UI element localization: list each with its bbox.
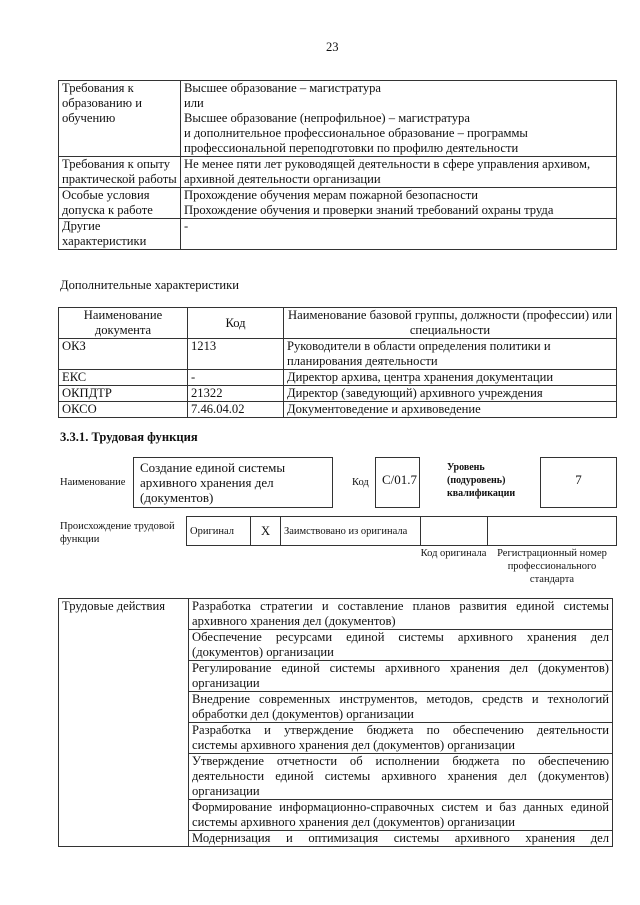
level-value: 7: [540, 457, 617, 508]
action-item: [189, 723, 613, 754]
origin-original: Оригинал: [187, 517, 251, 546]
page-number: 23: [326, 40, 339, 54]
header-doc: Наименование документа: [59, 308, 188, 339]
caption-code: Код оригинала: [420, 548, 487, 559]
doc-title: Директор (заведующий) архивного учреждения: [284, 386, 617, 402]
action-line: системы архивного хранения дел (документов) организации: [192, 738, 515, 752]
actions-table: [58, 598, 613, 847]
requirement-row: [59, 157, 617, 188]
code-label: Код: [352, 477, 369, 488]
action-row: [59, 599, 613, 630]
original-code-cell: [421, 517, 488, 546]
level-label: Уровень (подуровень) квалификации: [447, 462, 516, 499]
actions-label: Трудовые действия: [59, 599, 189, 847]
requirement-line: и дополнительное профессиональное образование – программы: [184, 126, 528, 140]
action-line: Утверждение отчетности об исполнении бюджета по обеспечению: [192, 754, 609, 768]
action-line: архивного хранения дел (документов): [192, 614, 396, 628]
requirement-line: -: [184, 219, 189, 233]
origin-table: [186, 516, 617, 546]
requirement-line: профессиональной переподготовки по профилю деятельности: [184, 141, 519, 155]
requirement-row: [59, 81, 617, 157]
function-heading: 3.3.1. Трудовая функция: [60, 430, 198, 444]
requirement-row: [59, 219, 617, 250]
section-title: Дополнительные характеристики: [60, 278, 239, 292]
action-item: [189, 661, 613, 692]
doc-name: ОКСО: [59, 402, 188, 418]
action-item: [189, 831, 613, 847]
requirement-line: Прохождение обучения мерам пожарной безопасности: [184, 188, 479, 202]
doc-name: ЕКС: [59, 370, 188, 386]
action-item: [189, 630, 613, 661]
requirements-table: [58, 80, 617, 250]
action-item: [189, 800, 613, 831]
origin-mark: X: [251, 517, 281, 546]
caption-reg: Регистрационный номер профессионального стандарта: [497, 548, 607, 585]
requirement-line: архивной деятельности организации: [184, 172, 381, 186]
function-code: С/01.7: [375, 457, 420, 508]
doc-title: Директор архива, центра хранения документации: [284, 370, 617, 386]
requirement-value: [181, 157, 617, 188]
requirement-label: Требования к образованию и обучению: [59, 81, 181, 157]
requirement-line: Не менее пяти лет руководящей деятельности в сфере управления архивом,: [184, 157, 591, 171]
requirement-value: [181, 219, 617, 250]
action-line: Обеспечение ресурсами единой системы архивного хранения дел: [192, 630, 609, 644]
doc-code: 21322: [188, 386, 284, 402]
requirement-row: [59, 188, 617, 219]
doc-code: 1213: [188, 339, 284, 370]
action-line: Разработка стратегии и составление планов развития единой системы: [192, 599, 609, 613]
requirement-label: Другие характеристики: [59, 219, 181, 250]
table-row: [59, 402, 617, 418]
requirement-label: Особые условия допуска к работе: [59, 188, 181, 219]
requirement-value: [181, 81, 617, 157]
requirement-line: Высшее образование (непрофильное) – магистратура: [184, 111, 470, 125]
reg-number-cell: [488, 517, 617, 546]
action-line: обработки дел (документов) организации: [192, 707, 414, 721]
doc-name: ОКЗ: [59, 339, 188, 370]
action-line: организации: [192, 676, 260, 690]
action-line: Внедрение современных инструментов, методов, средств и технологий: [192, 692, 609, 706]
action-item: [189, 599, 613, 630]
additional-table: [58, 307, 617, 418]
requirement-value: [181, 188, 617, 219]
origin-label: Происхождение трудовой функции: [60, 521, 175, 545]
header-code: Код: [188, 308, 284, 339]
action-line: (документов) организации: [192, 645, 334, 659]
action-line: организации: [192, 784, 260, 798]
action-line: Разработка и утверждение бюджета по обеспечению деятельности: [192, 723, 609, 737]
doc-code: 7.46.04.02: [188, 402, 284, 418]
requirement-label: Требования к опыту практической работы: [59, 157, 181, 188]
action-item: [189, 754, 613, 800]
action-item: [189, 692, 613, 723]
doc-code: -: [188, 370, 284, 386]
header-name: Наименование базовой группы, должности (профессии) или специальности: [284, 308, 617, 339]
origin-borrowed: Заимствовано из оригинала: [281, 517, 421, 546]
table-row: [59, 370, 617, 386]
action-line: Формирование информационно-справочных систем и баз данных единой: [192, 800, 609, 814]
action-line: Модернизация и оптимизация системы архивного хранения дел: [192, 831, 609, 845]
function-name: Создание единой системы архивного хранения дел (документов): [133, 457, 333, 508]
table-row: [59, 386, 617, 402]
requirement-line: Высшее образование – магистратура: [184, 81, 382, 95]
action-line: деятельности единой системы архивного хранения дел (документов): [192, 769, 609, 783]
doc-name: ОКПДТР: [59, 386, 188, 402]
name-label: Наименование: [60, 477, 126, 488]
doc-title: Руководители в области определения политики и планирования деятельности: [284, 339, 617, 370]
action-line: Регулирование единой системы архивного хранения дел (документов): [192, 661, 609, 675]
table-row: [59, 339, 617, 370]
requirement-line: Прохождение обучения и проверки знаний требований охраны труда: [184, 203, 554, 217]
action-line: системы архивного хранения дел (документов) организации: [192, 815, 515, 829]
doc-title: Документоведение и архивоведение: [284, 402, 617, 418]
requirement-line: или: [184, 96, 204, 110]
